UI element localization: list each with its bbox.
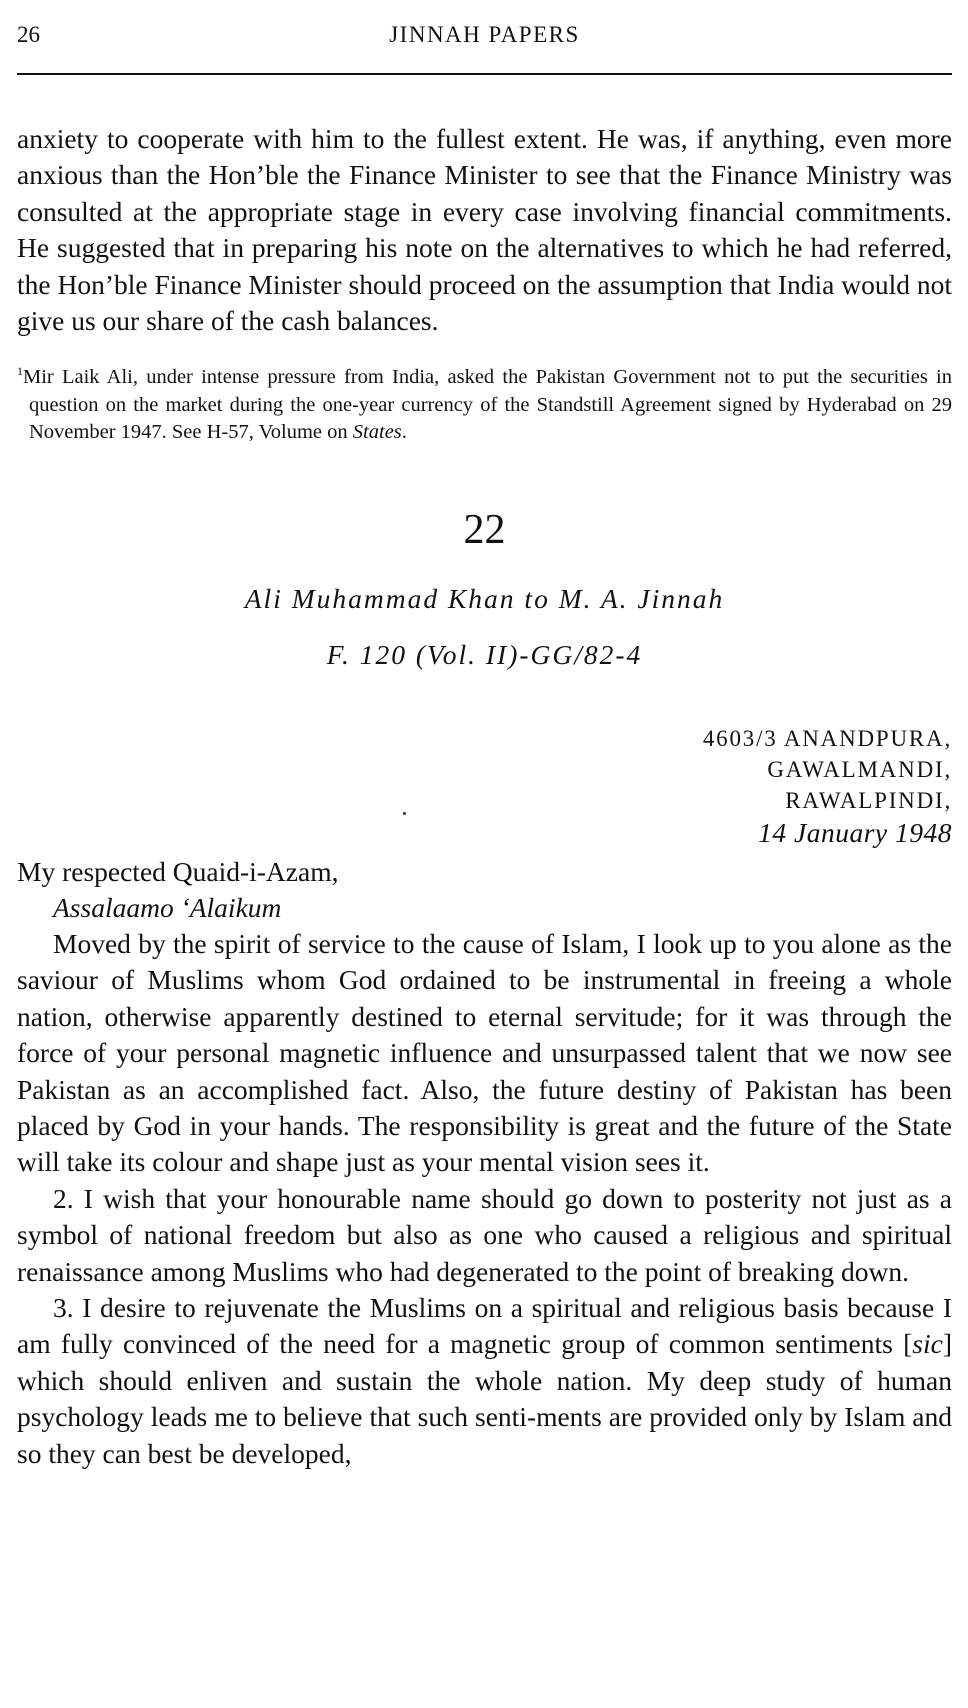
document-title: Ali Muhammad Khan to M. A. Jinnah — [244, 582, 725, 614]
letter-date: 14 January 1948 — [758, 816, 952, 848]
running-head — [17, 18, 952, 66]
book-title: JINNAH PAPERS — [389, 22, 580, 47]
footnote — [17, 358, 952, 447]
document-number: 22 — [463, 506, 506, 553]
header-rule — [17, 73, 952, 75]
address-line: RAWALPINDI, — [785, 787, 952, 813]
letter-paragraph — [17, 1290, 952, 1472]
paragraph-text: 3. I desire to rejuvenate the Muslims on a spiritual and religious basis because I am fully convinced of the need for a magnetic group of common sentiments [ — [17, 1292, 952, 1360]
footnote-marker: 1 — [17, 364, 23, 379]
document-reference: F. 120 (Vol. II)-GG/82-4 — [326, 638, 643, 670]
stray-mark — [403, 812, 406, 815]
sic-italic: sic — [912, 1328, 943, 1360]
footnote-end: . — [401, 421, 407, 444]
salutation: My respected Quaid-i-Azam, — [17, 855, 339, 887]
paragraph-text: ] which should enliven and sustain the whole nation. My deep study of human psychology leads me to believe that such senti-ments are provided only by Islam and so they can best be developed, — [17, 1328, 952, 1469]
address-line: 4603/3 ANANDPURA, — [702, 725, 952, 751]
footnote-text: Mir Laik Ali, under intense pressure from India, asked the Pakistan Government not to put the securities in question on the market during the one-year currency of the Standstill Agreement signed by Hyderabad on 29 November 1947. See H-57, Volume on — [23, 366, 952, 444]
footnote-italic: States — [352, 421, 402, 444]
sender-address — [17, 723, 952, 850]
greeting: Assalaamo ‘Alaikum — [53, 891, 282, 923]
page-number: 26 — [17, 22, 40, 47]
continuation-paragraph: anxiety to cooperate with him to the fullest extent. He was, if anything, even more anxious than the Hon’ble the Finance Minister to see that the Finance Ministry was consulted at the appropriate stage in every case involving financial commitments. He suggested that in preparing his note on the alternatives to which he had referred, the Hon’ble Finance Minister should proceed on the assumption that India would not give us our share of the cash balances. — [17, 123, 952, 337]
book-page — [17, 0, 952, 1472]
address-line: GAWALMANDI, — [767, 756, 952, 782]
letter-paragraph: 2. I wish that your honourable name should go down to posterity not just as a symbol of national freedom but also as one who caused a religious and spiritual renaissance among Muslims who had degenerated to the point of breaking down. — [17, 1182, 952, 1287]
letter-paragraph: Moved by the spirit of service to the cause of Islam, I look up to you alone as the saviour of Muslims whom God ordained to be instrumental in freeing a whole nation, otherwise apparently destined to eternal servitude; for it was through the force of your personal magnetic influence and unsurpassed talent that we now see Pakistan as an accomplished fact. Also, the future destiny of Pakistan has been placed by God in your hands. The responsibility is great and the future of the State will take its colour and shape just as your mental vision sees it. — [17, 927, 952, 1178]
